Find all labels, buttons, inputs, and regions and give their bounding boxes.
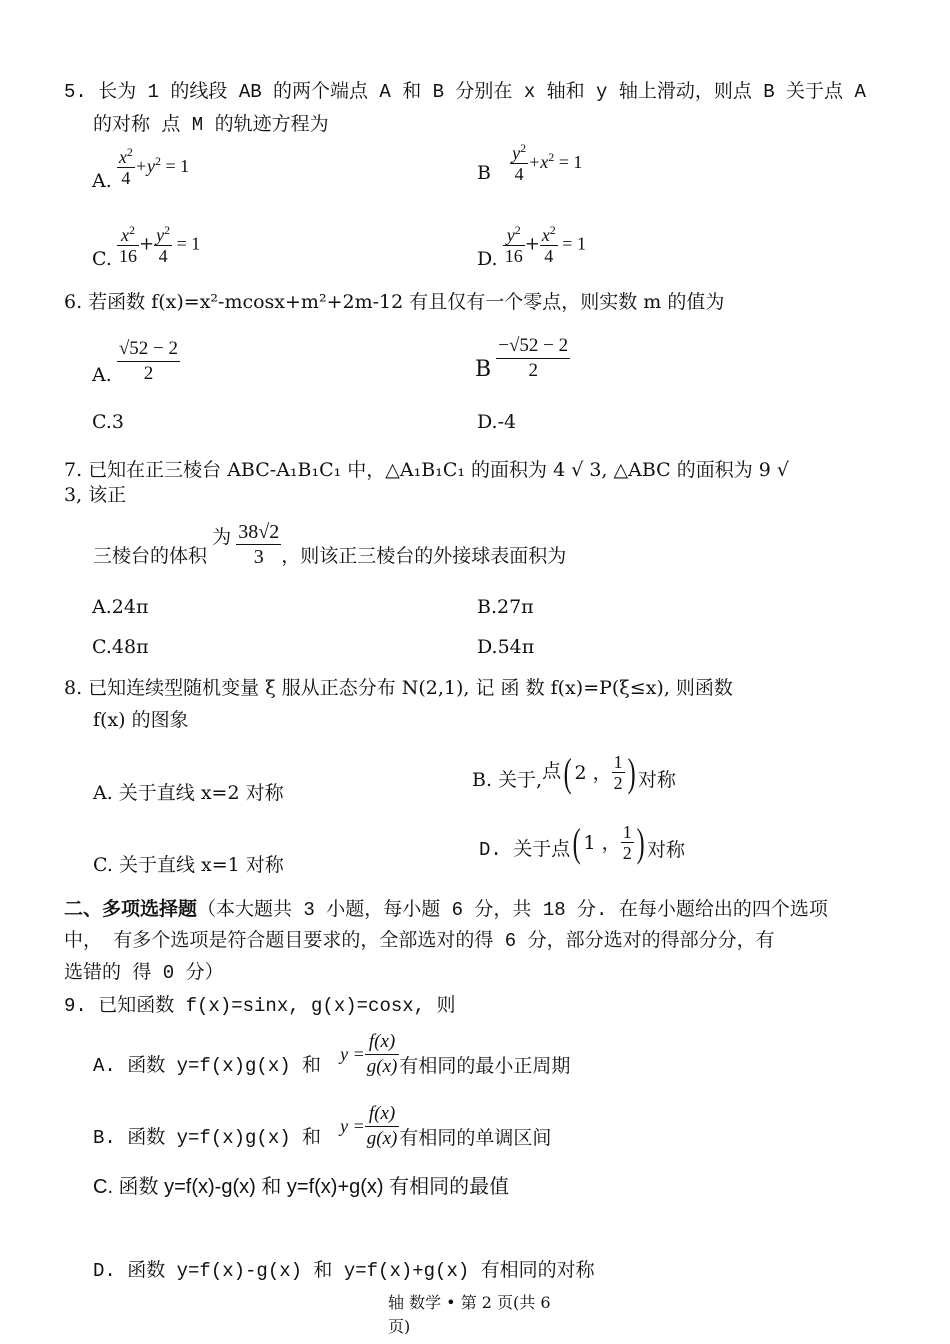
q6-option-b[interactable]	[475, 334, 570, 383]
q9-option-b[interactable]	[93, 1102, 551, 1151]
q8-option-d[interactable]: D. 关于点( 1 ， $\frac{1}{2}$ ) 对称	[479, 819, 686, 865]
q5-c-frac1: $\frac{x^2}{16}$	[119, 222, 137, 266]
q5-d-frac2: $\frac{x^2}{4}$	[541, 222, 556, 266]
q8-d-frac: $\frac{1}{2}$	[622, 822, 632, 863]
q7-line2: 3, 该正	[64, 484, 127, 506]
section2-line2: 中， 有多个选项是符合题目要求的，全部选对的得 6 分，部分选对的得部分分，有	[64, 930, 775, 952]
q7-option-a[interactable]: A.24π	[92, 596, 149, 618]
q5-a-frac: $\frac{x^2}{4}$	[118, 144, 133, 188]
q5-option-d[interactable]: D. $\frac{y^2}{16}$ + $\frac{x^2}{4}$ = 1	[477, 222, 586, 270]
q7-line3	[93, 520, 566, 569]
page-footer-line1: 轴 数学 • 第 2 页(共 6	[388, 1293, 551, 1312]
q5-d-label: D.	[477, 248, 498, 270]
q6-line: 6. 若函数 f(x)=x²-mcosx+m²+2m-12 有且仅有一个零点，则实数 m 的值为	[64, 291, 725, 313]
q9-a-pre: A. 函数 y=f(x)g(x) 和	[93, 1055, 322, 1077]
q8-option-a[interactable]: A. 关于直线 x=2 对称	[93, 782, 284, 804]
q8-d-post: 对称	[647, 839, 686, 861]
q9-option-d[interactable]: D. 函数 y=f(x)-g(x) 和 y=f(x)+g(x) 有相同的对称	[93, 1260, 595, 1282]
q6-option-c[interactable]: C.3	[92, 411, 124, 433]
q8-b-x: 2 ，	[574, 761, 612, 784]
q9-b-yeq: y =	[340, 1116, 365, 1136]
q6-option-d[interactable]: D.-4	[477, 411, 517, 433]
q5-line1: 5. 长为 1 的线段 AB 的两个端点 A 和 B 分别在 x 轴和 y 轴上滑动，则点 B 关于点 A	[64, 81, 866, 103]
q5-c-frac2: $\frac{y^2}{4}$	[156, 222, 171, 266]
q9-option-c[interactable]: C. 函数 y=f(x)-g(x) 和 y=f(x)+g(x) 有相同的最值	[93, 1176, 510, 1198]
section2-line1	[64, 896, 828, 923]
q9-a-frac: $\frac{f(x)}{g(x)}$	[366, 1031, 398, 1077]
q8-line2: f(x) 的图象	[93, 709, 189, 731]
q8-d-pre: D. 关于点	[479, 839, 571, 861]
q6-a-label: A.	[92, 364, 112, 386]
q5-b-label: B	[477, 162, 491, 184]
q8-line1: 8. 已知连续型随机变量 ξ 服从正态分布 N(2,1), 记 函 数 f(x)=P(ξ≤x), 则函数	[64, 677, 733, 699]
q7-line3b: ，则该正三棱台的外接球表面积为	[281, 545, 567, 567]
q6-a-frac: $\frac{√52 - 2}{2}$	[118, 337, 179, 384]
q7-option-b[interactable]: B.27π	[477, 596, 534, 618]
section2-title: 二、多项选择题	[64, 899, 198, 920]
q8-b-frac: $\frac{1}{2}$	[613, 752, 623, 793]
q5-option-a[interactable]: A. $\frac{x^2}{4}$ $+y^2 = 1$	[92, 144, 190, 192]
page-footer-line2: 页)	[388, 1317, 411, 1336]
q9-a-yeq: y =	[340, 1044, 365, 1064]
q5-c-label: C.	[92, 248, 112, 270]
q6-b-frac: $\frac{-√52 - 2}{2}$	[498, 335, 569, 381]
q7-option-c[interactable]: C.48π	[92, 636, 149, 658]
q7-volume-frac: $\frac{38√2}{3}$	[238, 521, 280, 568]
q9-a-post: 有相同的最小正周期	[399, 1055, 571, 1077]
q6-b-label: B	[475, 356, 492, 382]
q9-line: 9. 已知函数 f(x)=sinx, g(x)=cosx, 则	[64, 995, 456, 1017]
q9-b-post: 有相同的单调区间	[399, 1127, 552, 1149]
q7-line3a: 三棱台的体积	[93, 545, 208, 567]
q8-b-post: 对称	[637, 769, 676, 791]
q7-option-d[interactable]: D.54π	[477, 636, 535, 658]
q5-option-b[interactable]: B $\frac{y^2}{4}$ $+x^2 = 1$	[477, 140, 583, 184]
q8-b-pre: B. 关于,	[472, 769, 543, 791]
q8-option-b[interactable]: B. 关于,点( 2 ， $\frac{1}{2}$ ) 对称	[472, 749, 676, 795]
q6-option-a[interactable]	[92, 334, 180, 388]
q7-line1: 7. 已知在正三棱台 ABC-A₁B₁C₁ 中，△A₁B₁C₁ 的面积为 4 √ 3, △ABC 的面积为 9 √	[64, 459, 790, 481]
q5-option-c[interactable]: C. $\frac{x^2}{16}$ + $\frac{y^2}{4}$ = 1	[92, 222, 201, 270]
q8-d-x: 1 ，	[583, 831, 621, 854]
q8-b-dian: 点	[542, 760, 562, 782]
q9-b-pre: B. 函数 y=f(x)g(x) 和	[93, 1127, 322, 1149]
q9-b-frac: $\frac{f(x)}{g(x)}$	[366, 1103, 398, 1149]
q8-option-c[interactable]: C. 关于直线 x=1 对称	[93, 854, 284, 876]
q5-b-frac: $\frac{y^2}{4}$	[512, 140, 527, 184]
q7-wei: 为	[212, 526, 232, 548]
q9-option-a[interactable]	[93, 1030, 570, 1079]
section2-line3: 选错的 得 0 分）	[64, 962, 224, 984]
section2-desc1: （本大题共 3 小题，每小题 6 分，共 18 分. 在每小题给出的四个选项	[197, 899, 828, 921]
q5-line2: 的对称 点 M 的轨迹方程为	[93, 114, 329, 136]
q5-a-label: A.	[92, 170, 112, 192]
q5-d-frac1: $\frac{y^2}{16}$	[504, 222, 523, 266]
